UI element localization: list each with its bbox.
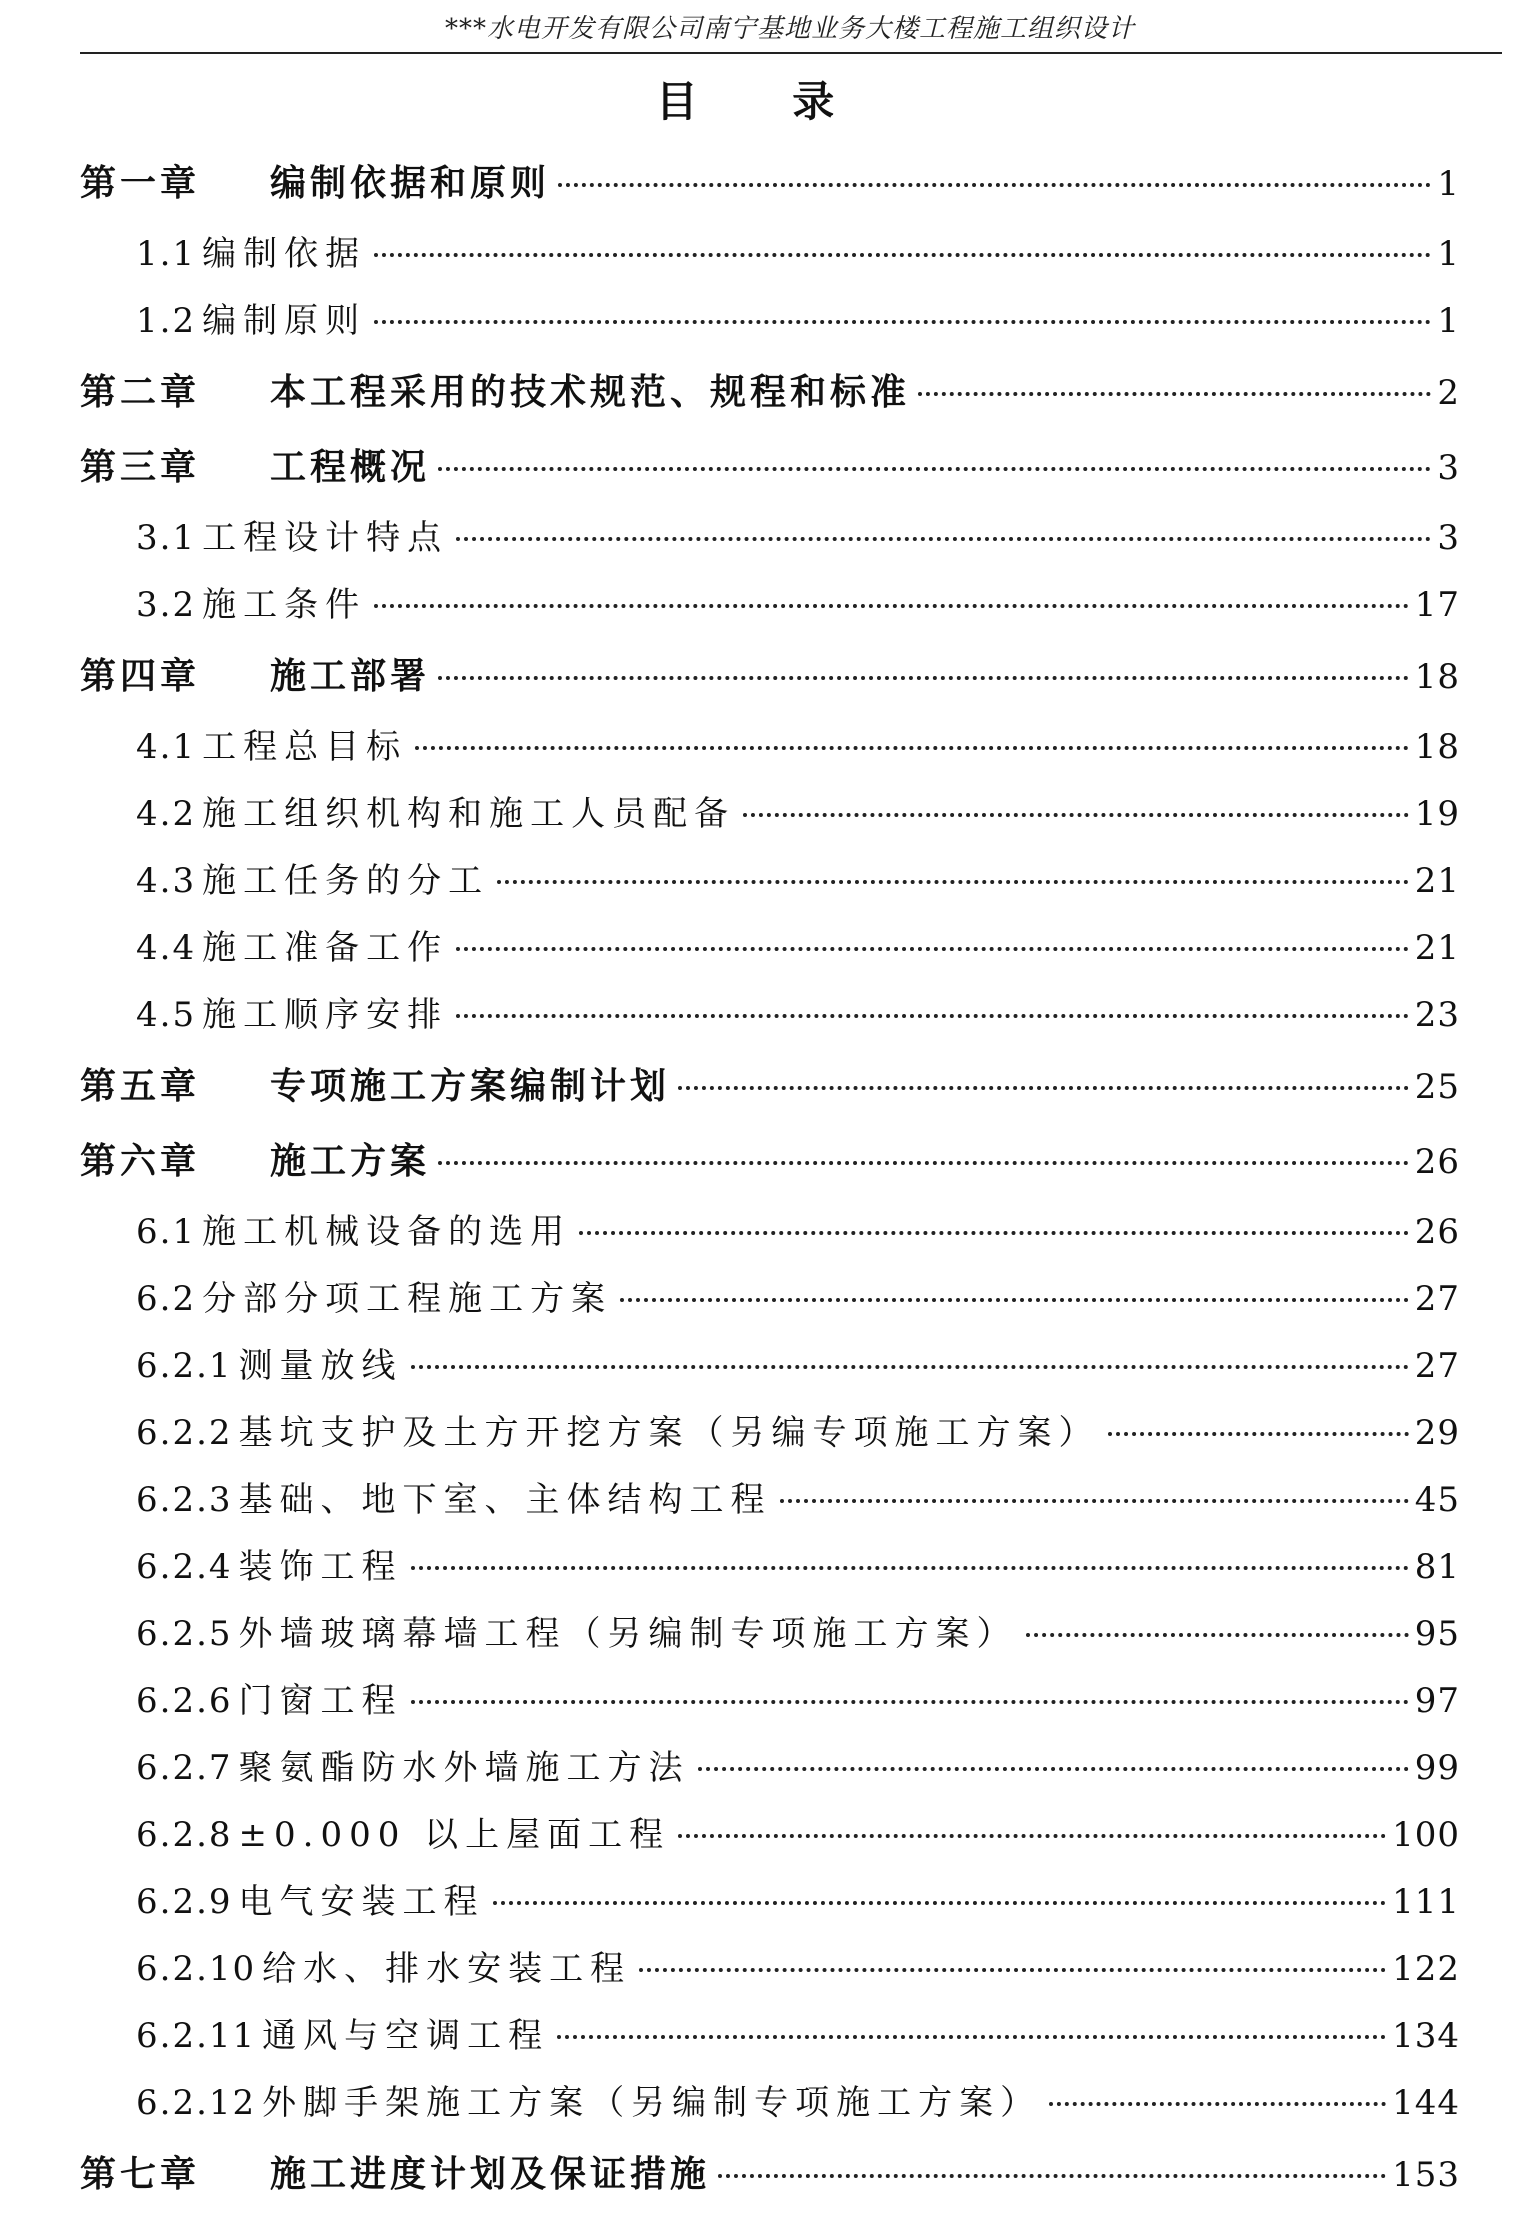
entry-number: 4.4 xyxy=(136,928,197,968)
toc-title: 目 录 xyxy=(655,77,875,126)
dot-leader xyxy=(620,1298,1409,1302)
dot-leader xyxy=(456,1014,1409,1018)
entry-number: 4.5 xyxy=(136,995,197,1035)
entry-number: 第二章 xyxy=(80,372,201,413)
dot-leader xyxy=(438,1161,1409,1165)
toc-section-3-1[interactable] xyxy=(80,505,1460,572)
dot-leader xyxy=(415,746,1409,750)
dot-leader xyxy=(374,320,1431,324)
dot-leader xyxy=(639,1968,1386,1972)
dot-leader xyxy=(1108,1432,1409,1436)
entry-title: 编制原则 xyxy=(202,301,367,341)
page-number: 26 xyxy=(1414,1212,1460,1252)
page-number: 81 xyxy=(1414,1547,1460,1587)
toc-section-6-2-7[interactable] xyxy=(80,1735,1460,1802)
dot-leader xyxy=(456,537,1431,541)
toc-section-6-2-3[interactable] xyxy=(80,1467,1460,1534)
entry-title: 施工方案 xyxy=(270,1141,431,1182)
entry-title: 施工进度计划及保证措施 xyxy=(270,2154,711,2195)
entry-title: 施工任务的分工 xyxy=(202,861,490,901)
page-number: 97 xyxy=(1414,1681,1460,1721)
toc-section-6-2-9[interactable] xyxy=(80,1869,1460,1936)
entry-number: 第五章 xyxy=(80,1066,201,1107)
page-number: 1 xyxy=(1437,164,1460,204)
dot-leader xyxy=(1049,2102,1386,2106)
entry-number: 第六章 xyxy=(80,1141,201,1182)
entry-number: 第四章 xyxy=(80,656,201,697)
dot-leader xyxy=(918,392,1431,396)
entry-title: 施工组织机构和施工人员配备 xyxy=(202,794,736,834)
entry-title: 测量放线 xyxy=(238,1346,403,1386)
entry-title: 施工顺序安排 xyxy=(202,995,449,1035)
page-number: 3 xyxy=(1437,448,1460,488)
toc-section-1-1[interactable] xyxy=(80,221,1460,288)
dot-leader xyxy=(678,1834,1386,1838)
entry-title: 电气安装工程 xyxy=(238,1882,485,1922)
entry-number: 3.1 xyxy=(136,518,197,558)
entry-number: 6.2.6 xyxy=(136,1681,233,1721)
dot-leader xyxy=(411,1566,1409,1570)
dot-leader xyxy=(438,467,1431,471)
toc-section-4-1[interactable] xyxy=(80,714,1460,781)
dot-leader xyxy=(497,880,1409,884)
page-number: 122 xyxy=(1392,1949,1460,1989)
page-number: 21 xyxy=(1414,861,1460,901)
toc-chapter-1[interactable] xyxy=(80,146,1460,221)
entry-number: 4.2 xyxy=(136,794,197,834)
page-number: 29 xyxy=(1414,1413,1460,1453)
dot-leader xyxy=(558,183,1431,187)
entry-number: 1.2 xyxy=(136,301,197,341)
toc-section-6-2-8[interactable] xyxy=(80,1802,1460,1869)
entry-title: 聚氨酯防水外墙施工方法 xyxy=(238,1748,690,1788)
toc-chapter-2[interactable] xyxy=(80,355,1460,430)
dot-leader xyxy=(780,1499,1409,1503)
entry-title: ±0.000 以上屋面工程 xyxy=(238,1815,671,1855)
entry-number: 6.2.2 xyxy=(136,1413,233,1453)
entry-number: 6.2.9 xyxy=(136,1882,233,1922)
toc-section-3-2[interactable] xyxy=(80,572,1460,639)
toc-section-6-2-5[interactable] xyxy=(80,1601,1460,1668)
page-number: 100 xyxy=(1392,1815,1460,1855)
page-number: 17 xyxy=(1414,585,1460,625)
entry-title: 施工条件 xyxy=(202,585,367,625)
page-number: 23 xyxy=(1414,995,1460,1035)
entry-number: 4.1 xyxy=(136,727,197,767)
dot-leader xyxy=(411,1365,1409,1369)
toc-section-6-2-11[interactable] xyxy=(80,2003,1460,2070)
entry-title: 专项施工方案编制计划 xyxy=(270,1066,671,1107)
entry-number: 第七章 xyxy=(80,2154,201,2195)
entry-title: 外脚手架施工方案（另编制专项施工方案） xyxy=(262,2083,1042,2123)
entry-number: 6.2.12 xyxy=(136,2083,257,2123)
page-number: 1 xyxy=(1437,234,1460,274)
entry-number: 6.2.1 xyxy=(136,1346,233,1386)
page-number: 18 xyxy=(1414,657,1460,697)
toc-list xyxy=(80,146,1460,2212)
toc-chapter-4[interactable] xyxy=(80,639,1460,714)
dot-leader xyxy=(411,1700,1409,1704)
dot-leader xyxy=(374,604,1409,608)
page-number: 134 xyxy=(1392,2016,1460,2056)
toc-chapter-5[interactable] xyxy=(80,1049,1460,1124)
toc-section-6-1[interactable] xyxy=(80,1199,1460,1266)
entry-number: 6.2.4 xyxy=(136,1547,233,1587)
page-number: 2 xyxy=(1437,373,1460,413)
dot-leader xyxy=(493,1901,1387,1905)
entry-title: 本工程采用的技术规范、规程和标准 xyxy=(270,372,911,413)
page-number: 144 xyxy=(1392,2083,1460,2123)
toc-section-6-2-2[interactable] xyxy=(80,1400,1460,1467)
toc-section-6-2-10[interactable] xyxy=(80,1936,1460,2003)
page-number: 25 xyxy=(1414,1067,1460,1107)
entry-title: 编制依据和原则 xyxy=(270,163,551,204)
page-number: 1 xyxy=(1437,301,1460,341)
entry-number: 6.2.7 xyxy=(136,1748,233,1788)
page-number: 111 xyxy=(1392,1882,1460,1922)
entry-title: 给水、排水安装工程 xyxy=(262,1949,632,1989)
page-number: 27 xyxy=(1414,1346,1460,1386)
toc-section-6-2-6[interactable] xyxy=(80,1668,1460,1735)
entry-number: 6.2.3 xyxy=(136,1480,233,1520)
dot-leader xyxy=(557,2035,1386,2039)
dot-leader xyxy=(743,813,1409,817)
toc-section-6-2-1[interactable] xyxy=(80,1333,1460,1400)
toc-chapter-7[interactable] xyxy=(80,2137,1460,2212)
toc-section-1-2[interactable] xyxy=(80,288,1460,355)
entry-title: 通风与空调工程 xyxy=(262,2016,550,2056)
entry-title: 工程概况 xyxy=(270,447,431,488)
entry-title: 装饰工程 xyxy=(238,1547,403,1587)
entry-number: 6.2.11 xyxy=(136,2016,257,2056)
entry-title: 基坑支护及土方开挖方案（另编专项施工方案） xyxy=(238,1413,1100,1453)
dot-leader xyxy=(718,2174,1386,2178)
entry-title: 门窗工程 xyxy=(238,1681,403,1721)
toc-chapter-6[interactable] xyxy=(80,1124,1460,1199)
page-number: 26 xyxy=(1414,1142,1460,1182)
entry-title: 工程总目标 xyxy=(202,727,408,767)
entry-title: 施工准备工作 xyxy=(202,928,449,968)
toc-section-4-4[interactable] xyxy=(80,915,1460,982)
entry-number: 4.3 xyxy=(136,861,197,901)
entry-number: 第三章 xyxy=(80,447,201,488)
toc-section-6-2-12[interactable] xyxy=(80,2070,1460,2137)
entry-number: 第一章 xyxy=(80,163,201,204)
entry-number: 6.2.5 xyxy=(136,1614,233,1654)
toc-section-6-2[interactable] xyxy=(80,1266,1460,1333)
entry-number: 6.2.8 xyxy=(136,1815,233,1855)
entry-number: 3.2 xyxy=(136,585,197,625)
toc-section-4-5[interactable] xyxy=(80,982,1460,1049)
page-number: 45 xyxy=(1414,1480,1460,1520)
toc-section-4-3[interactable] xyxy=(80,848,1460,915)
entry-title: 外墙玻璃幕墙工程（另编制专项施工方案） xyxy=(238,1614,1018,1654)
entry-title: 基础、地下室、主体结构工程 xyxy=(238,1480,772,1520)
dot-leader xyxy=(1026,1633,1409,1637)
dot-leader xyxy=(456,947,1409,951)
dot-leader xyxy=(698,1767,1409,1771)
toc-section-6-2-4[interactable] xyxy=(80,1534,1460,1601)
entry-title: 编制依据 xyxy=(202,234,367,274)
dot-leader xyxy=(678,1086,1409,1090)
toc-chapter-3[interactable] xyxy=(80,430,1460,505)
header-rule xyxy=(80,52,1502,54)
page-number: 18 xyxy=(1414,727,1460,767)
dot-leader xyxy=(438,676,1409,680)
page-header: ***水电开发有限公司南宁基地业务大楼工程施工组织设计 xyxy=(444,14,1135,44)
dot-leader xyxy=(579,1231,1409,1235)
page-number: 19 xyxy=(1414,794,1460,834)
entry-title: 施工机械设备的选用 xyxy=(202,1212,572,1252)
page-number: 95 xyxy=(1414,1614,1460,1654)
page-number: 21 xyxy=(1414,928,1460,968)
entry-number: 6.2.10 xyxy=(136,1949,257,1989)
toc-section-4-2[interactable] xyxy=(80,781,1460,848)
entry-title: 工程设计特点 xyxy=(202,518,449,558)
entry-title: 施工部署 xyxy=(270,656,431,697)
entry-number: 6.2 xyxy=(136,1279,197,1319)
page-number: 27 xyxy=(1414,1279,1460,1319)
dot-leader xyxy=(374,253,1431,257)
entry-title: 分部分项工程施工方案 xyxy=(202,1279,613,1319)
entry-number: 1.1 xyxy=(136,234,197,274)
page-number: 3 xyxy=(1437,518,1460,558)
page-number: 99 xyxy=(1414,1748,1460,1788)
entry-number: 6.1 xyxy=(136,1212,197,1252)
page-number: 153 xyxy=(1392,2155,1460,2195)
